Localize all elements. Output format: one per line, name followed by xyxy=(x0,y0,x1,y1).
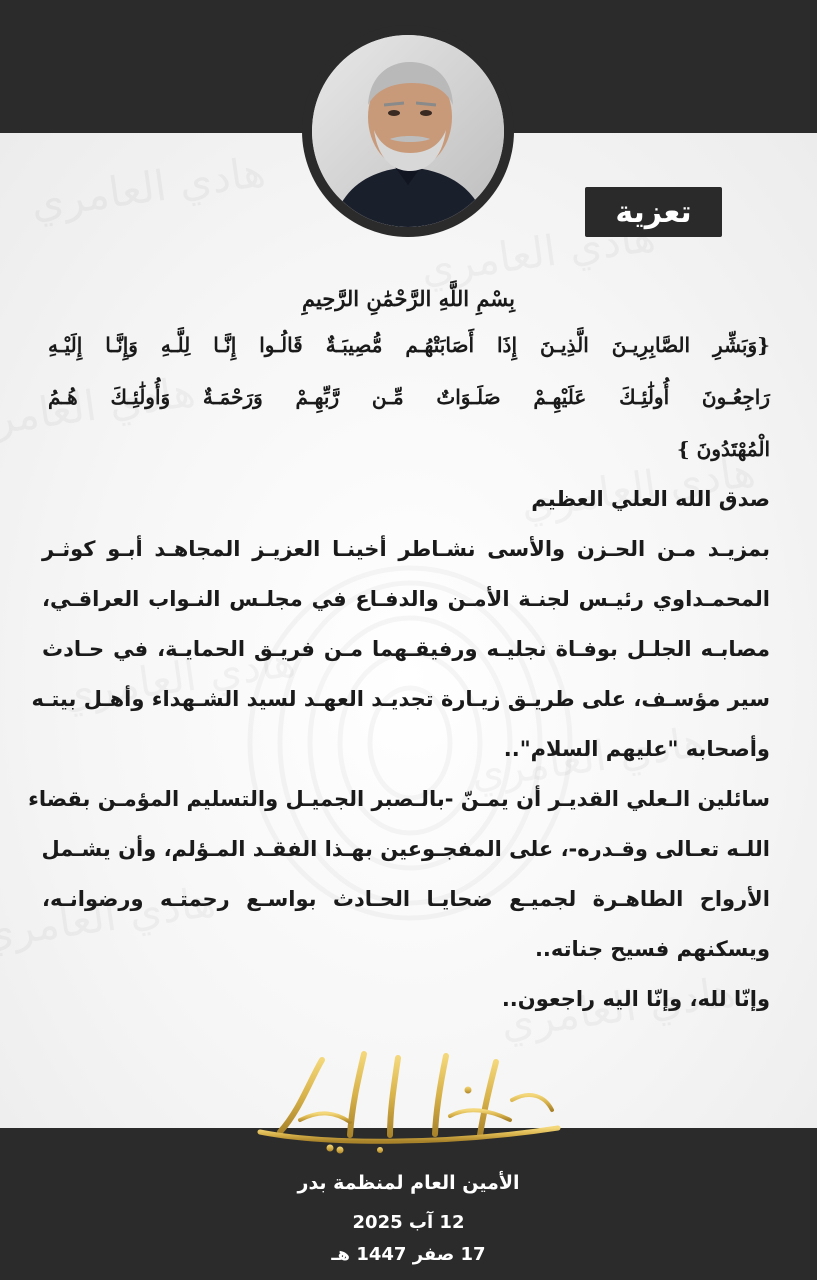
signature-title: الأمين العام لمنظمة بدر xyxy=(297,1172,520,1194)
body-line-8: الأرواح الطاهـرة لجميـع ضحايـا الحـادث بواسـع رحمتـه ورضوانـه، xyxy=(42,887,770,911)
body-line-6: سائلين الـعلي القديـر أن يمـنّ -بالـصبر الجميـل والتسليم المؤمـن بقضاء xyxy=(28,787,770,811)
body-line-9: ويسكنهم فسيح جناته.. xyxy=(534,937,770,961)
body-line-2: المحمـداوي رئيـس لجنـة الأمـن والدفـاع في مجلـس النـواب العراقـي، xyxy=(42,587,770,611)
date-hijri: 17 صفر 1447 هـ xyxy=(331,1244,486,1265)
basmala: بِسْمِ اللَّهِ الرَّحْمَٰنِ الرَّحِيمِ xyxy=(302,286,515,311)
portrait-photo xyxy=(312,35,504,227)
date-gregorian: 12 آب 2025 xyxy=(352,1212,465,1233)
body-line-1: بمزيـد مـن الحـزن والأسى نشـاطر أخينـا العزيـز المجاهـد أبـو كوثـر xyxy=(42,537,770,561)
body-line-10: وإنّا لله، وإنّا اليه راجعون.. xyxy=(501,987,770,1011)
body-line-7: اللـه تعـالى وقـدره-، على المفجـوعين بهـذا الفقـد المـؤلم، وأن يشـمل xyxy=(41,837,770,861)
sadaqa-line: صدق الله العلي العظيم xyxy=(531,487,770,511)
watermark-pattern xyxy=(28,147,268,228)
signature-calligraphy-logo xyxy=(240,1040,577,1160)
verse-line-3: الْمُهْتَدُونَ } xyxy=(676,437,770,461)
body-line-3: مصابـه الجلـل بوفـاة نجليـه ورفيقـهما مـن فريـق الحمايـة، في حـادث xyxy=(42,637,770,661)
verse-line-2: رَاجِعُـونَ أُولَٰئِـكَ عَلَيْهِـمْ صَلَـوَاتٌ مِّـن رَّبِّهِـمْ وَرَحْمَـةٌ وَأُولَٰئِـكَ هُـمُ xyxy=(48,385,770,409)
body-line-5: وأصحابه "عليهم السلام".. xyxy=(503,737,770,761)
paper-background xyxy=(0,133,817,1128)
condolence-badge: تعزية xyxy=(585,187,722,237)
verse-line-1: {وَبَشِّرِ الصَّابِرِيـنَ الَّذِيـنَ إِذَا أَصَابَتْهُـم مُّصِيبَـةٌ قَالُـوا إِنَّـا لِلَّـهِ وَإِنَّـا إِلَيْـهِ xyxy=(48,333,771,357)
person-portrait-icon xyxy=(312,35,504,227)
body-line-4: سير مؤسـف، على طريـق زيـارة تجديـد العهـد لسيد الشـهداء وأهـل بيتـه xyxy=(31,687,770,711)
